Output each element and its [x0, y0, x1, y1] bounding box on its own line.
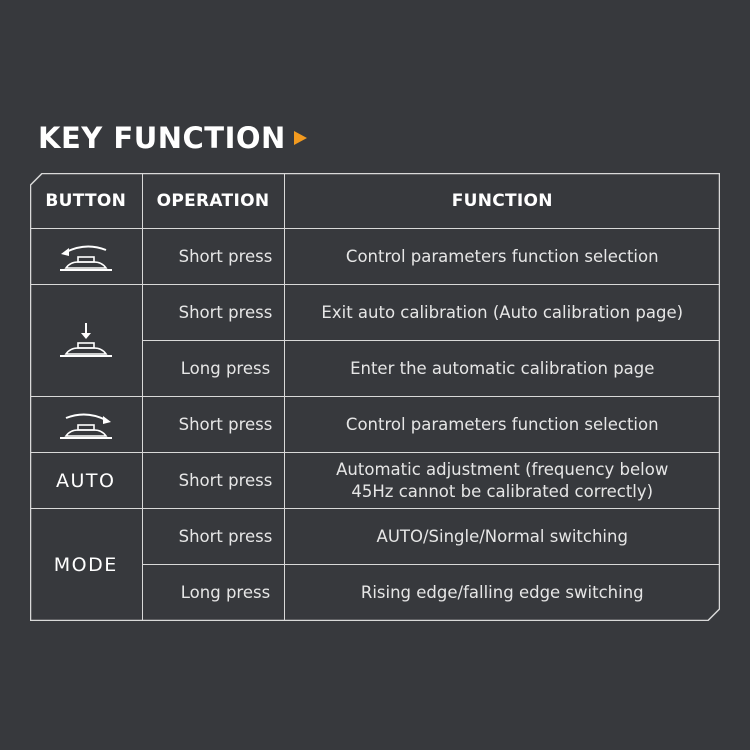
button-cell-mode: MODE [30, 509, 142, 621]
function-cell: Exit auto calibration (Auto calibration page) [284, 285, 720, 341]
button-cell [30, 285, 142, 397]
operation-cell: Short press [142, 509, 284, 565]
operation-cell: Short press [142, 397, 284, 453]
knob-press-icon [56, 321, 116, 361]
function-cell: AUTO/Single/Normal switching [284, 509, 720, 565]
operation-cell: Short press [142, 229, 284, 285]
table-row [30, 509, 720, 565]
table-row [30, 397, 720, 453]
button-cell [30, 397, 142, 453]
function-line-1: Automatic adjustment (frequency below [336, 459, 669, 479]
section-title-text: KEY FUNCTION [38, 121, 286, 155]
play-arrow-icon [294, 131, 307, 145]
knob-rotate-left-icon [56, 240, 116, 274]
key-function-table-frame [30, 173, 720, 621]
table-row [30, 285, 720, 341]
table-header-row [30, 173, 720, 229]
section-title [38, 118, 307, 158]
button-cell-auto: AUTO [30, 453, 142, 509]
operation-cell: Long press [142, 341, 284, 397]
header-operation: OPERATION [142, 173, 284, 229]
header-button: BUTTON [30, 173, 142, 229]
header-function: FUNCTION [284, 173, 720, 229]
function-cell: Rising edge/falling edge switching [284, 565, 720, 621]
knob-rotate-right-icon [56, 408, 116, 442]
key-function-table [30, 173, 720, 621]
operation-cell: Short press [142, 285, 284, 341]
table-row [30, 453, 720, 509]
function-cell: Control parameters function selection [284, 229, 720, 285]
function-cell [284, 453, 720, 509]
function-cell: Enter the automatic calibration page [284, 341, 720, 397]
function-cell: Control parameters function selection [284, 397, 720, 453]
button-cell [30, 229, 142, 285]
table-row [30, 229, 720, 285]
function-line-2: 45Hz cannot be calibrated correctly) [351, 481, 654, 501]
operation-cell: Long press [142, 565, 284, 621]
operation-cell: Short press [142, 453, 284, 509]
